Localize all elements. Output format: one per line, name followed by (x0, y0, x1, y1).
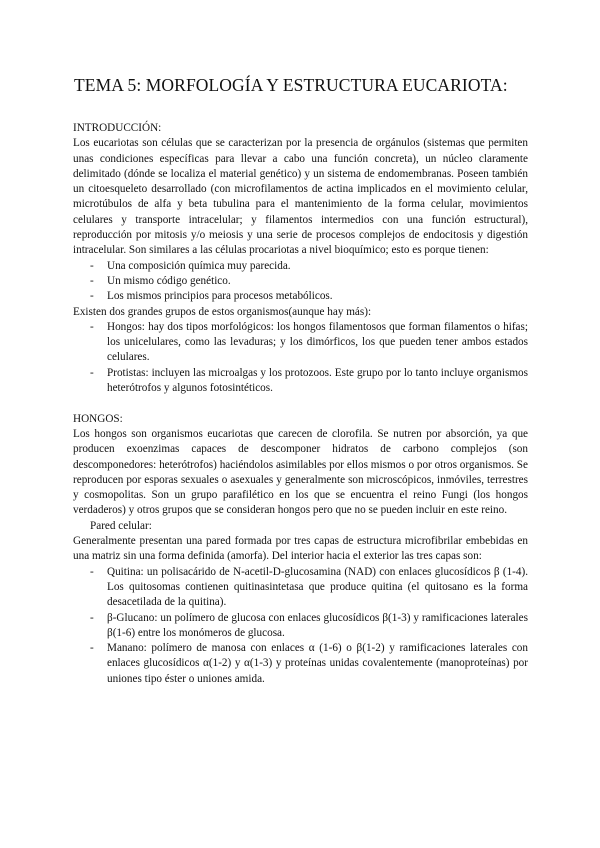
list-item: - β-Glucano: un polímero de glucosa con enlaces glucosídicos β(1-3) y ramificaciones laterales β(1-6) entre los monómeros de glucosa. (90, 611, 528, 639)
intro-bullet-list (73, 259, 528, 305)
list-item-text: Los mismos principios para procesos metabólicos. (107, 290, 333, 303)
list-item: - Una composición química muy parecida. (90, 259, 291, 272)
hongos-heading: HONGOS: (73, 412, 123, 425)
list-item-text: Manano: polímero de manosa con enlaces α (1-6) o β(1-2) y ramificaciones laterales con enlaces glucosídicos α(1-2) y α(1-3) y proteínas unidas covalentemente (manoproteínas) por uniones tipo éster o uniones amida. (107, 642, 528, 685)
list-item: - Los mismos principios para procesos metabólicos. (90, 290, 333, 303)
list-item-text: Protistas: incluyen las microalgas y los protozoos. Este grupo por lo tanto incluye organismos heterótrofos y algunos fotosintéticos. (107, 366, 528, 395)
list-item: - Hongos: hay dos tipos morfológicos: los hongos filamentosos que forman filamentos o hifas; los unicelulares, como las levaduras; y los dimórficos, los que pueden tener ambos estados celulares. (90, 320, 528, 364)
page-title: TEMA 5: MORFOLOGÍA Y ESTRUCTURA EUCARIOTA: (74, 75, 508, 95)
list-item-text: Un mismo código genético. (107, 274, 231, 287)
capas-list (73, 565, 528, 687)
list-item-text: Hongos: hay dos tipos morfológicos: los hongos filamentosos que forman filamentos o hifas; los unicelulares, como las levaduras; y los dimórficos, los que pueden tener ambos estados celulares. (107, 320, 528, 364)
list-item-text: β-Glucano: un polímero de glucosa con enlaces glucosídicos β(1-3) y ramificaciones laterales β(1-6) entre los monómeros de glucosa. (107, 611, 528, 639)
list-item: - Un mismo código genético. (90, 274, 231, 287)
pared-paragraph: Generalmente presentan una pared formada por tres capas de estructura microfibrilar embebidas en una matriz sin una forma definida (amorfa). Del interior hacia el exterior las tres capas son: (73, 535, 528, 563)
groups-intro: Existen dos grandes grupos de estos organismos(aunque hay más): (73, 305, 372, 318)
list-item-text: Quitina: un polisacárido de N-acetil-D-glucosamina (NAD) con enlaces glucosídicos β (1-4). Los quitosomas contienen quitinasintetasa que produce quitina (el quitosano es la forma desacetilada de la quitina). (107, 565, 528, 609)
list-item: - Protistas: incluyen las microalgas y los protozoos. Este grupo por lo tanto incluye organismos heterótrofos y algunos fotosintéticos. (90, 366, 528, 395)
list-item-text: Una composición química muy parecida. (107, 259, 291, 272)
spacer (73, 396, 528, 411)
groups-list (73, 320, 528, 396)
document-body (73, 121, 528, 687)
intro-paragraph: Los eucariotas son células que se caracterizan por la presencia de orgánulos (sistemas que permiten unas condiciones específicas para llevar a cabo una función concreta), un núcleo claramente delimitado (dónde se localiza el material genético) y un sistema de endomembranas. Poseen también un citoesqueleto desarrollado (con microfilamentos de actina implicados en el movimiento celular, microtúbulos de alfa y beta tubulina para el mantenimiento de la forma celular, movimientos celulares y transporte intracelular; y filamentos intermedios con una función estructural), reproducción por mitosis y/o meiosis y una serie de procesos complejos de endocitosis y digestión intracelular. Son similares a las células procariotas a nivel bioquímico; esto es porque tienen: (73, 137, 528, 257)
pared-subheading: Pared celular: (90, 519, 152, 532)
list-item: - Quitina: un polisacárido de N-acetil-D-glucosamina (NAD) con enlaces glucosídicos β (1-4). Los quitosomas contienen quitinasintetasa que produce quitina (el quitosano es la forma desacetilada de la quitina). (90, 565, 528, 609)
list-item: - Manano: polímero de manosa con enlaces α (1-6) o β(1-2) y ramificaciones laterales con enlaces glucosídicos α(1-2) y α(1-3) y proteínas unidas covalentemente (manoproteínas) por uniones tipo éster o uniones amida. (90, 642, 528, 685)
hongos-paragraph: Los hongos son organismos eucariotas que carecen de clorofila. Se nutren por absorción, ya que producen exoenzimas capaces de descomponer hidratos de carbono complejos (son descomponedores: heterótrofos) haciéndolos asimilables por ellos mismos o por otros organismos. Se reproducen por esporas sexuales o asexuales y generalmente son microscópicos, inmóviles, terrestres y cosmopolitas. Son un grupo parafilético en los que se encuentra el reino Fungi (los hongos verdaderos) y otros grupos que se consideran hongos pero que no se pueden incluir en este reino. (73, 427, 528, 517)
intro-heading: INTRODUCCIÓN: (73, 122, 162, 134)
